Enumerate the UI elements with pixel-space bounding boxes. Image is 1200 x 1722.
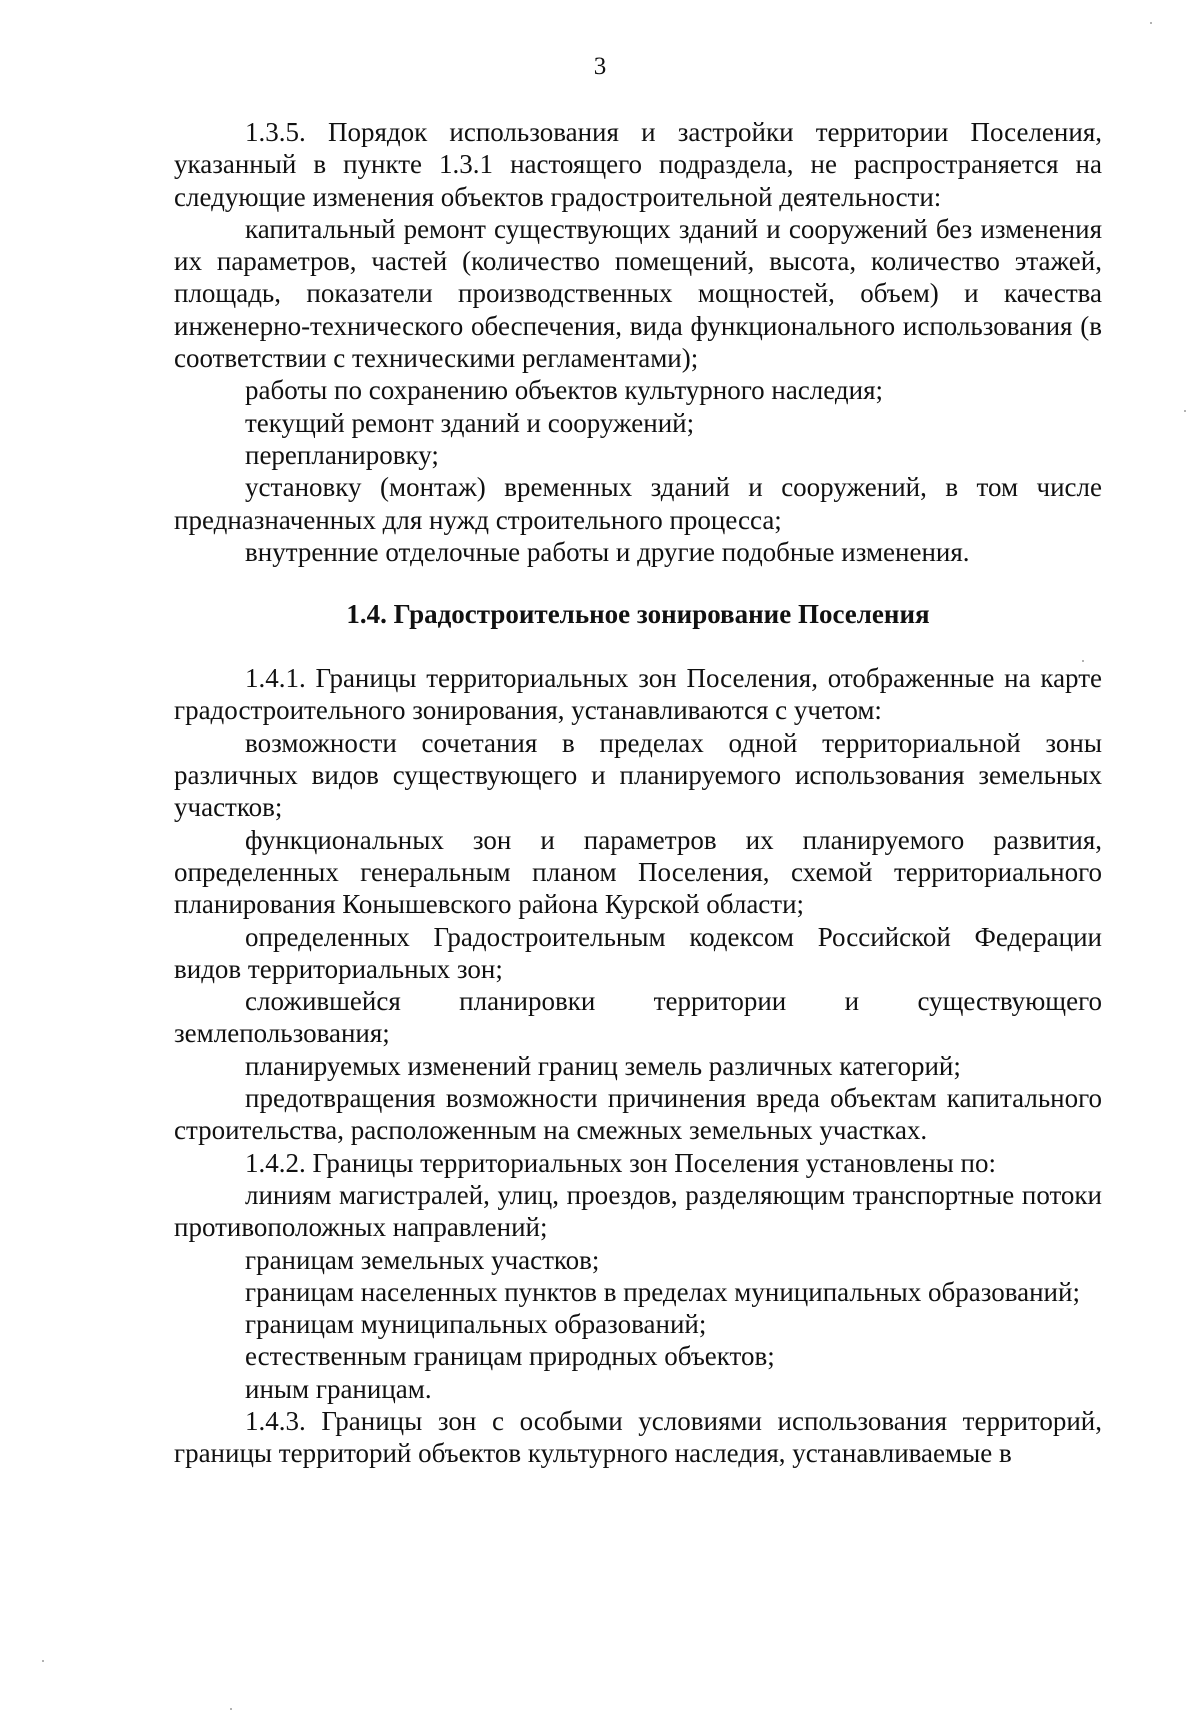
list-item-existing-layout: сложившейся планировки территории и существующего землепользования; xyxy=(174,986,1102,1049)
paragraph-1-3-5: 1.3.5. Порядок использования и застройки территории Поселения, указанный в пункте 1.3.1 настоящего подраздела, не распространяется на следующие изменения объектов градостроительной деятельности: xyxy=(174,117,1102,212)
paragraph-1-4-3: 1.4.3. Границы зон с особыми условиями использования территорий, границы территорий объектов культурного наследия, устанавливаемые в xyxy=(174,1405,1102,1469)
list-item-functional-zones: функциональных зон и параметров их планируемого развития, определенных генеральным планом Поселения, схемой территориального планирования Конышевского района Курской области; xyxy=(174,824,1102,920)
list-item-interior-works: внутренние отделочные работы и другие подобные изменения. xyxy=(245,536,970,567)
scan-speck xyxy=(230,1708,232,1710)
list-item-highways: линиям магистралей, улиц, проездов, разделяющим транспортные потоки противоположных направлений; xyxy=(174,1179,1102,1243)
scan-speck xyxy=(1082,660,1084,662)
list-item-settlements: границам населенных пунктов в пределах муниципальных образований; xyxy=(245,1276,1080,1307)
list-item-other-borders: иным границам. xyxy=(245,1373,432,1404)
list-item-temporary-buildings: установку (монтаж) временных зданий и сооружений, в том числе предназначенных для нужд строительного процесса; xyxy=(174,472,1102,535)
scan-speck xyxy=(1150,22,1152,24)
document-body xyxy=(174,116,1102,1470)
list-item-capital-repair: капитальный ремонт существующих зданий и сооружений без изменения их параметров, частей (количество помещений, высота, количество этажей, площадь, показатели производственных мощностей, объем) и качества инженерно-технического обеспечения, вида функционального использования (в соответствии с техническими регламентами); xyxy=(174,213,1102,374)
scan-speck xyxy=(42,1660,44,1662)
list-item-municipalities: границам муниципальных образований; xyxy=(245,1309,707,1340)
list-item-harm-prevention: предотвращения возможности причинения вреда объектам капитального строительства, расположенным на смежных земельных участках. xyxy=(174,1083,1102,1146)
page-number: 3 xyxy=(593,53,607,80)
list-item-category-changes: планируемых изменений границ земель различных категорий; xyxy=(245,1050,961,1081)
scan-speck xyxy=(1184,410,1186,412)
list-item-land-plots: границам земельных участков; xyxy=(245,1244,600,1275)
section-heading-1-4: 1.4. Градостроительное зонирование Поселения xyxy=(346,599,930,630)
paragraph-1-4-2: 1.4.2. Границы территориальных зон Поселения установлены по: xyxy=(245,1147,996,1178)
list-item-natural-borders: естественным границам природных объектов; xyxy=(245,1341,775,1372)
paragraph-1-4-1: 1.4.1. Границы территориальных зон Поселения, отображенные на карте градостроительного зонирования, устанавливаются с учетом: xyxy=(174,663,1102,726)
list-item-current-repair: текущий ремонт зданий и сооружений; xyxy=(245,407,695,438)
list-item-combination: возможности сочетания в пределах одной территориальной зоны различных видов существующего и планируемого использования земельных участков; xyxy=(174,727,1102,823)
list-item-replanning: перепланировку; xyxy=(245,439,439,470)
list-item-zone-types: определенных Градостроительным кодексом Российской Федерации видов территориальных зон; xyxy=(174,921,1102,984)
list-item-heritage-works: работы по сохранению объектов культурного наследия; xyxy=(245,375,883,406)
